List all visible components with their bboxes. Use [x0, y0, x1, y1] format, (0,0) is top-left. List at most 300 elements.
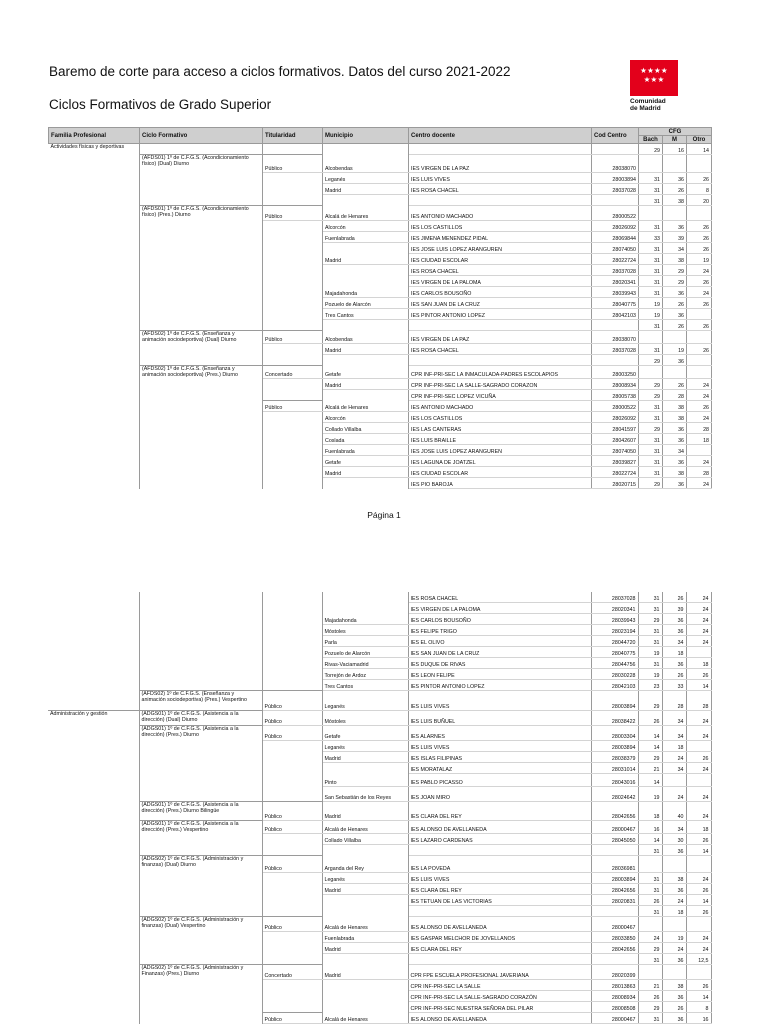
ciclo-cell	[139, 774, 262, 787]
municipio-cell: Torrejón de Ardoz	[322, 669, 408, 680]
table-row	[49, 195, 712, 206]
cod-centro-cell: 28039943	[591, 614, 638, 625]
bach-cell: 29	[638, 752, 662, 763]
titularidad-cell	[263, 434, 323, 445]
familia-cell	[48, 763, 139, 774]
titularidad-cell	[263, 144, 323, 155]
otro-cell: 12,5	[686, 954, 711, 965]
m-cell: 36	[663, 221, 687, 232]
cod-centro-cell: 28020831	[591, 895, 638, 906]
bach-cell: 26	[638, 991, 662, 1002]
municipio-cell: Leganés	[322, 873, 408, 884]
municipio-cell: Majadahonda	[323, 287, 409, 298]
titularidad-cell: Público	[263, 206, 323, 221]
titularidad-cell	[262, 625, 322, 636]
centro-cell: IES LUIS BUÑUEL	[408, 711, 591, 726]
familia-cell	[49, 467, 140, 478]
m-cell: 24	[662, 895, 686, 906]
bach-cell	[638, 856, 662, 873]
familia-cell	[49, 344, 140, 355]
ciclo-cell	[139, 932, 262, 943]
otro-cell: 24	[687, 412, 712, 423]
municipio-cell: Rivas-Vaciamadrid	[322, 658, 408, 669]
ciclo-cell: (ADGS01) 1º de C.F.G.S. (Asistencia a la dirección) (Pres.) Diurno	[139, 726, 262, 741]
cod-centro-cell: 28022724	[592, 254, 639, 265]
familia-cell	[48, 658, 139, 669]
titularidad-cell	[262, 873, 322, 884]
familia-cell	[48, 834, 139, 845]
municipio-cell: Arganda del Rey	[322, 856, 408, 873]
otro-cell: 28	[687, 467, 712, 478]
municipio-cell: Madrid	[322, 943, 408, 954]
ciclo-cell	[139, 614, 262, 625]
municipio-cell	[322, 906, 408, 917]
municipio-cell	[323, 478, 409, 489]
table-row	[49, 232, 712, 243]
titularidad-cell	[263, 320, 323, 331]
titularidad-cell	[263, 184, 323, 195]
bach-cell	[639, 206, 663, 221]
m-cell: 24	[662, 752, 686, 763]
municipio-cell	[322, 603, 408, 614]
municipio-cell: Leganés	[322, 741, 408, 752]
municipio-cell: Tres Cantos	[322, 680, 408, 691]
centro-cell: IES ROSA CHACEL	[409, 265, 592, 276]
bach-cell: 31	[639, 467, 663, 478]
bach-cell: 31	[638, 636, 662, 647]
centro-cell: IES SAN JUAN DE LA CRUZ	[409, 298, 592, 309]
titularidad-cell	[262, 592, 322, 603]
municipio-cell	[323, 243, 409, 254]
titularidad-cell: Público	[263, 331, 323, 344]
bach-cell: 19	[639, 298, 663, 309]
ciclo-cell	[139, 658, 262, 669]
bach-cell: 29	[639, 390, 663, 401]
m-cell: 36	[663, 173, 687, 184]
otro-cell: 26	[687, 344, 712, 355]
bach-cell: 19	[639, 309, 663, 320]
familia-cell	[48, 669, 139, 680]
otro-cell	[687, 331, 712, 344]
table-row	[49, 144, 712, 155]
familia-cell	[48, 625, 139, 636]
centro-cell: IES CARLOS BOUSOÑO	[408, 614, 591, 625]
otro-cell: 24	[686, 625, 711, 636]
familia-cell	[48, 726, 139, 741]
table-row	[48, 954, 711, 965]
municipio-cell	[322, 845, 408, 856]
familia-cell	[49, 287, 140, 298]
table-row	[48, 917, 711, 932]
otro-cell: 20	[687, 195, 712, 206]
familia-cell	[48, 636, 139, 647]
centro-cell: IES VIRGEN DE LA PAZ	[409, 155, 592, 173]
ciclo-cell	[140, 276, 263, 287]
header-titularidad: Titularidad	[263, 128, 323, 144]
centro-cell: IES CLARA DEL REY	[408, 884, 591, 895]
otro-cell: 18	[686, 658, 711, 669]
centro-cell: CPR INF-PRI-SEC LA SALLE-SAGRADO CORAZON	[409, 379, 592, 390]
document-title: Baremo de corte para acceso a ciclos formativos. Datos del curso 2021-2022	[49, 64, 511, 79]
cod-centro-cell: 28000467	[591, 1013, 638, 1024]
bach-cell: 31	[638, 603, 662, 614]
table-row	[48, 592, 711, 603]
otro-cell: 19	[687, 254, 712, 265]
bach-cell	[639, 155, 663, 173]
comunidad-madrid-logo	[630, 60, 678, 112]
centro-cell: CPR INF-PRI-SEC LA SALLE-SAGRADO CORAZÓN	[408, 991, 591, 1002]
familia-cell	[49, 478, 140, 489]
cod-centro-cell: 28020341	[592, 276, 639, 287]
familia-cell	[48, 954, 139, 965]
titularidad-cell	[262, 752, 322, 763]
titularidad-cell	[262, 906, 322, 917]
titularidad-cell	[263, 287, 323, 298]
centro-cell: IES PINTOR ANTONIO LOPEZ	[408, 680, 591, 691]
otro-cell	[687, 366, 712, 379]
table-row	[49, 276, 712, 287]
titularidad-cell	[263, 478, 323, 489]
municipio-cell: Alcorcón	[323, 221, 409, 232]
familia-cell	[49, 254, 140, 265]
otro-cell: 24	[686, 763, 711, 774]
table-row	[49, 390, 712, 401]
centro-cell: CPR INF-PRI-SEC LA INMACULADA-PADRES ESCOLAPIOS	[409, 366, 592, 379]
bach-cell: 31	[638, 625, 662, 636]
ciclo-cell: (ADGS01) 1º de C.F.G.S. (Asistencia a la dirección) (Pres.) Diurno Bilingüe	[139, 802, 262, 821]
m-cell: 26	[662, 669, 686, 680]
otro-cell: 24	[687, 379, 712, 390]
centro-cell: IES GASPAR MELCHOR DE JOVELLANOS	[408, 932, 591, 943]
table-row	[48, 1013, 711, 1024]
cod-centro-cell: 28044720	[591, 636, 638, 647]
m-cell: 36	[663, 355, 687, 366]
ciclo-cell	[139, 787, 262, 802]
cod-centro-cell: 28008508	[591, 1002, 638, 1013]
otro-cell: 14	[687, 144, 712, 155]
cod-centro-cell: 28037028	[592, 265, 639, 276]
otro-cell: 24	[686, 614, 711, 625]
cod-centro-cell: 28040775	[592, 298, 639, 309]
m-cell: 39	[663, 232, 687, 243]
m-cell: 36	[662, 884, 686, 895]
ciclo-cell	[139, 943, 262, 954]
centro-cell: IES LUIS VIVES	[408, 873, 591, 884]
bach-cell: 31	[639, 243, 663, 254]
m-cell: 26	[663, 379, 687, 390]
table-row	[49, 434, 712, 445]
table-row	[49, 243, 712, 254]
familia-cell	[48, 752, 139, 763]
ciclo-cell: (AFDS02) 1º de C.F.G.S. (Enseñanza y animación sociodeportiva) (Pres.) Diurno	[140, 366, 263, 379]
titularidad-cell	[263, 456, 323, 467]
titularidad-cell: Concertado	[262, 965, 322, 980]
cod-centro-cell	[592, 144, 639, 155]
titularidad-cell	[263, 254, 323, 265]
centro-cell: IES ALONSO DE AVELLANEDA	[408, 917, 591, 932]
bach-cell: 31	[639, 254, 663, 265]
table-row	[48, 680, 711, 691]
cod-centro-cell: 28043016	[591, 774, 638, 787]
familia-cell	[49, 331, 140, 344]
m-cell: 34	[662, 821, 686, 834]
header-cod-centro: Cod Centro	[592, 128, 639, 144]
otro-cell: 24	[686, 592, 711, 603]
familia-cell	[49, 456, 140, 467]
m-cell: 26	[663, 184, 687, 195]
table-row	[48, 763, 711, 774]
table-row	[49, 155, 712, 173]
municipio-cell: Móstoles	[322, 625, 408, 636]
bach-cell: 29	[638, 614, 662, 625]
ciclo-cell	[139, 603, 262, 614]
ciclo-cell: (ADGS02) 1º de C.F.G.S. (Administración y finanzas) (Dual) Vespertino	[139, 917, 262, 932]
familia-cell	[48, 614, 139, 625]
ciclo-cell	[140, 144, 263, 155]
otro-cell: 24	[687, 456, 712, 467]
m-cell: 38	[663, 467, 687, 478]
municipio-cell: Collado Villalba	[322, 834, 408, 845]
titularidad-cell	[263, 243, 323, 254]
ciclo-cell	[139, 1002, 262, 1013]
titularidad-cell: Público	[263, 155, 323, 173]
cod-centro-cell: 28020715	[592, 478, 639, 489]
bach-cell: 14	[638, 741, 662, 752]
cod-centro-cell: 28003250	[592, 366, 639, 379]
m-cell	[662, 917, 686, 932]
familia-cell	[48, 691, 139, 711]
municipio-cell	[322, 980, 408, 991]
table-row	[49, 478, 712, 489]
ciclo-cell: (AFDS01) 1º de C.F.G.S. (Acondicionamiento físico) (Dual) Diurno	[140, 155, 263, 173]
table-row	[49, 265, 712, 276]
table-row	[48, 787, 711, 802]
table-row	[49, 206, 712, 221]
cod-centro-cell: 28005738	[592, 390, 639, 401]
header-familia: Familia Profesional	[49, 128, 140, 144]
municipio-cell: Alcalá de Henares	[323, 401, 409, 412]
cod-centro-cell	[592, 355, 639, 366]
flag-icon	[630, 60, 678, 96]
cod-centro-cell: 28000522	[592, 206, 639, 221]
cod-centro-cell: 28039827	[592, 456, 639, 467]
logo-text-line-1: Comunidad	[630, 98, 666, 105]
table-row	[48, 802, 711, 821]
bach-cell: 31	[639, 287, 663, 298]
m-cell: 19	[662, 932, 686, 943]
cod-centro-cell	[592, 320, 639, 331]
ciclo-cell	[140, 390, 263, 401]
table-row	[48, 884, 711, 895]
bach-cell	[639, 366, 663, 379]
centro-cell: IES TETUAN DE LAS VICTORIAS	[408, 895, 591, 906]
municipio-cell: Madrid	[323, 344, 409, 355]
m-cell: 24	[662, 787, 686, 802]
cod-centro-cell: 28037028	[592, 184, 639, 195]
centro-cell: IES LAGUNA DE JOATZEL	[409, 456, 592, 467]
cod-centro-cell: 28003304	[591, 726, 638, 741]
centro-cell: IES ALONSO DE AVELLANEDA	[408, 1013, 591, 1024]
ciclo-cell	[140, 344, 263, 355]
ciclo-cell	[140, 221, 263, 232]
table-row	[48, 647, 711, 658]
m-cell: 26	[663, 298, 687, 309]
m-cell: 38	[663, 254, 687, 265]
titularidad-cell	[262, 787, 322, 802]
ciclo-cell	[140, 309, 263, 320]
municipio-cell: Fuenlabrada	[323, 232, 409, 243]
municipio-cell: Madrid	[322, 802, 408, 821]
centro-cell: IES CIUDAD ESCOLAR	[409, 254, 592, 265]
cod-centro-cell	[591, 845, 638, 856]
ciclo-cell	[139, 845, 262, 856]
centro-cell: IES JOSE LUIS LOPEZ ARANGUREN	[409, 445, 592, 456]
familia-cell	[49, 390, 140, 401]
ciclo-cell: (ADGS01) 1º de C.F.G.S. (Asistencia a la dirección) (Dual) Diurno	[139, 711, 262, 726]
bach-cell: 26	[638, 895, 662, 906]
cod-centro-cell: 28013863	[591, 980, 638, 991]
m-cell: 18	[662, 741, 686, 752]
m-cell: 34	[662, 711, 686, 726]
table-row	[49, 366, 712, 379]
municipio-cell: Madrid	[323, 467, 409, 478]
m-cell: 36	[662, 991, 686, 1002]
centro-cell: IES EL OLIVO	[408, 636, 591, 647]
otro-cell: 14	[686, 991, 711, 1002]
centro-cell: IES LOS CASTILLOS	[409, 221, 592, 232]
municipio-cell	[322, 592, 408, 603]
familia-cell	[49, 412, 140, 423]
familia-cell	[49, 445, 140, 456]
titularidad-cell	[263, 173, 323, 184]
titularidad-cell	[263, 423, 323, 434]
centro-cell	[409, 195, 592, 206]
familia-cell	[49, 309, 140, 320]
table-row	[48, 1002, 711, 1013]
municipio-cell: Madrid	[322, 752, 408, 763]
ciclo-cell	[140, 254, 263, 265]
table-row	[49, 412, 712, 423]
logo-text-line-2: de Madrid	[630, 105, 661, 112]
m-cell: 18	[662, 647, 686, 658]
header-ciclo: Ciclo Formativo	[140, 128, 263, 144]
familia-cell	[49, 232, 140, 243]
m-cell: 19	[663, 344, 687, 355]
table-row	[49, 320, 712, 331]
otro-cell: 24	[686, 726, 711, 741]
titularidad-cell	[263, 445, 323, 456]
titularidad-cell	[262, 895, 322, 906]
ciclo-cell	[140, 379, 263, 390]
otro-cell: 26	[687, 173, 712, 184]
centro-cell: IES JIMENA MENENDEZ PIDAL	[409, 232, 592, 243]
m-cell: 36	[662, 954, 686, 965]
cod-centro-cell: 28042103	[591, 680, 638, 691]
m-cell: 36	[663, 434, 687, 445]
titularidad-cell	[262, 647, 322, 658]
bach-cell: 31	[639, 173, 663, 184]
centro-cell: IES VIRGEN DE LA PALOMA	[408, 603, 591, 614]
table-row	[49, 221, 712, 232]
titularidad-cell	[262, 658, 322, 669]
bach-cell: 14	[638, 726, 662, 741]
cod-centro-cell	[591, 906, 638, 917]
m-cell: 38	[662, 980, 686, 991]
cod-centro-cell: 28008934	[591, 991, 638, 1002]
titularidad-cell: Concertado	[263, 366, 323, 379]
stars-icon: ★★★★ ★★★	[640, 66, 668, 84]
municipio-cell	[322, 991, 408, 1002]
cod-centro-cell: 28041597	[592, 423, 639, 434]
titularidad-cell	[263, 232, 323, 243]
familia-cell	[49, 401, 140, 412]
table-row	[48, 845, 711, 856]
cod-centro-cell: 28022724	[592, 467, 639, 478]
bach-cell: 31	[639, 434, 663, 445]
table-row	[49, 287, 712, 298]
cod-centro-cell: 28038070	[592, 155, 639, 173]
table-row	[49, 355, 712, 366]
centro-cell: IES VIRGEN DE LA PAZ	[409, 331, 592, 344]
table-row	[49, 184, 712, 195]
m-cell: 26	[663, 320, 687, 331]
bach-cell: 31	[639, 195, 663, 206]
cod-centro-cell: 28038422	[591, 711, 638, 726]
table-body-page-1	[49, 144, 712, 489]
cod-centro-cell: 28008934	[592, 379, 639, 390]
ciclo-cell	[140, 287, 263, 298]
centro-cell: IES PABLO PICASSO	[408, 774, 591, 787]
ciclo-cell: (AFDS02) 1º de C.F.G.S. (Enseñanza y animación sociodeportiva) (Dual) Diurno	[140, 331, 263, 344]
otro-cell: 26	[686, 834, 711, 845]
familia-cell	[48, 980, 139, 991]
ciclo-cell	[140, 173, 263, 184]
municipio-cell	[323, 320, 409, 331]
bach-cell: 29	[638, 943, 662, 954]
bach-cell: 14	[638, 774, 662, 787]
titularidad-cell	[262, 680, 322, 691]
table-row	[48, 932, 711, 943]
familia-cell	[49, 320, 140, 331]
table-row	[48, 658, 711, 669]
municipio-cell: Madrid	[323, 254, 409, 265]
table-row	[48, 895, 711, 906]
titularidad-cell: Público	[262, 802, 322, 821]
otro-cell: 14	[686, 680, 711, 691]
otro-cell: 24	[686, 932, 711, 943]
otro-cell	[687, 355, 712, 366]
bach-cell: 31	[639, 344, 663, 355]
centro-cell: IES ISLAS FILIPINAS	[408, 752, 591, 763]
bach-cell: 24	[638, 932, 662, 943]
familia-cell	[48, 741, 139, 752]
table-row	[48, 856, 711, 873]
ciclo-cell	[139, 954, 262, 965]
bach-cell: 31	[638, 954, 662, 965]
ciclo-cell	[139, 636, 262, 647]
familia-cell	[49, 206, 140, 221]
familia-cell	[48, 1002, 139, 1013]
titularidad-cell	[262, 980, 322, 991]
familia-cell	[48, 873, 139, 884]
municipio-cell: Coslada	[323, 434, 409, 445]
bach-cell: 29	[639, 144, 663, 155]
municipio-cell: Pozuelo de Alarcón	[322, 647, 408, 658]
table-row	[49, 423, 712, 434]
cod-centro-cell: 28039943	[592, 287, 639, 298]
titularidad-cell	[263, 412, 323, 423]
ciclo-cell	[140, 412, 263, 423]
